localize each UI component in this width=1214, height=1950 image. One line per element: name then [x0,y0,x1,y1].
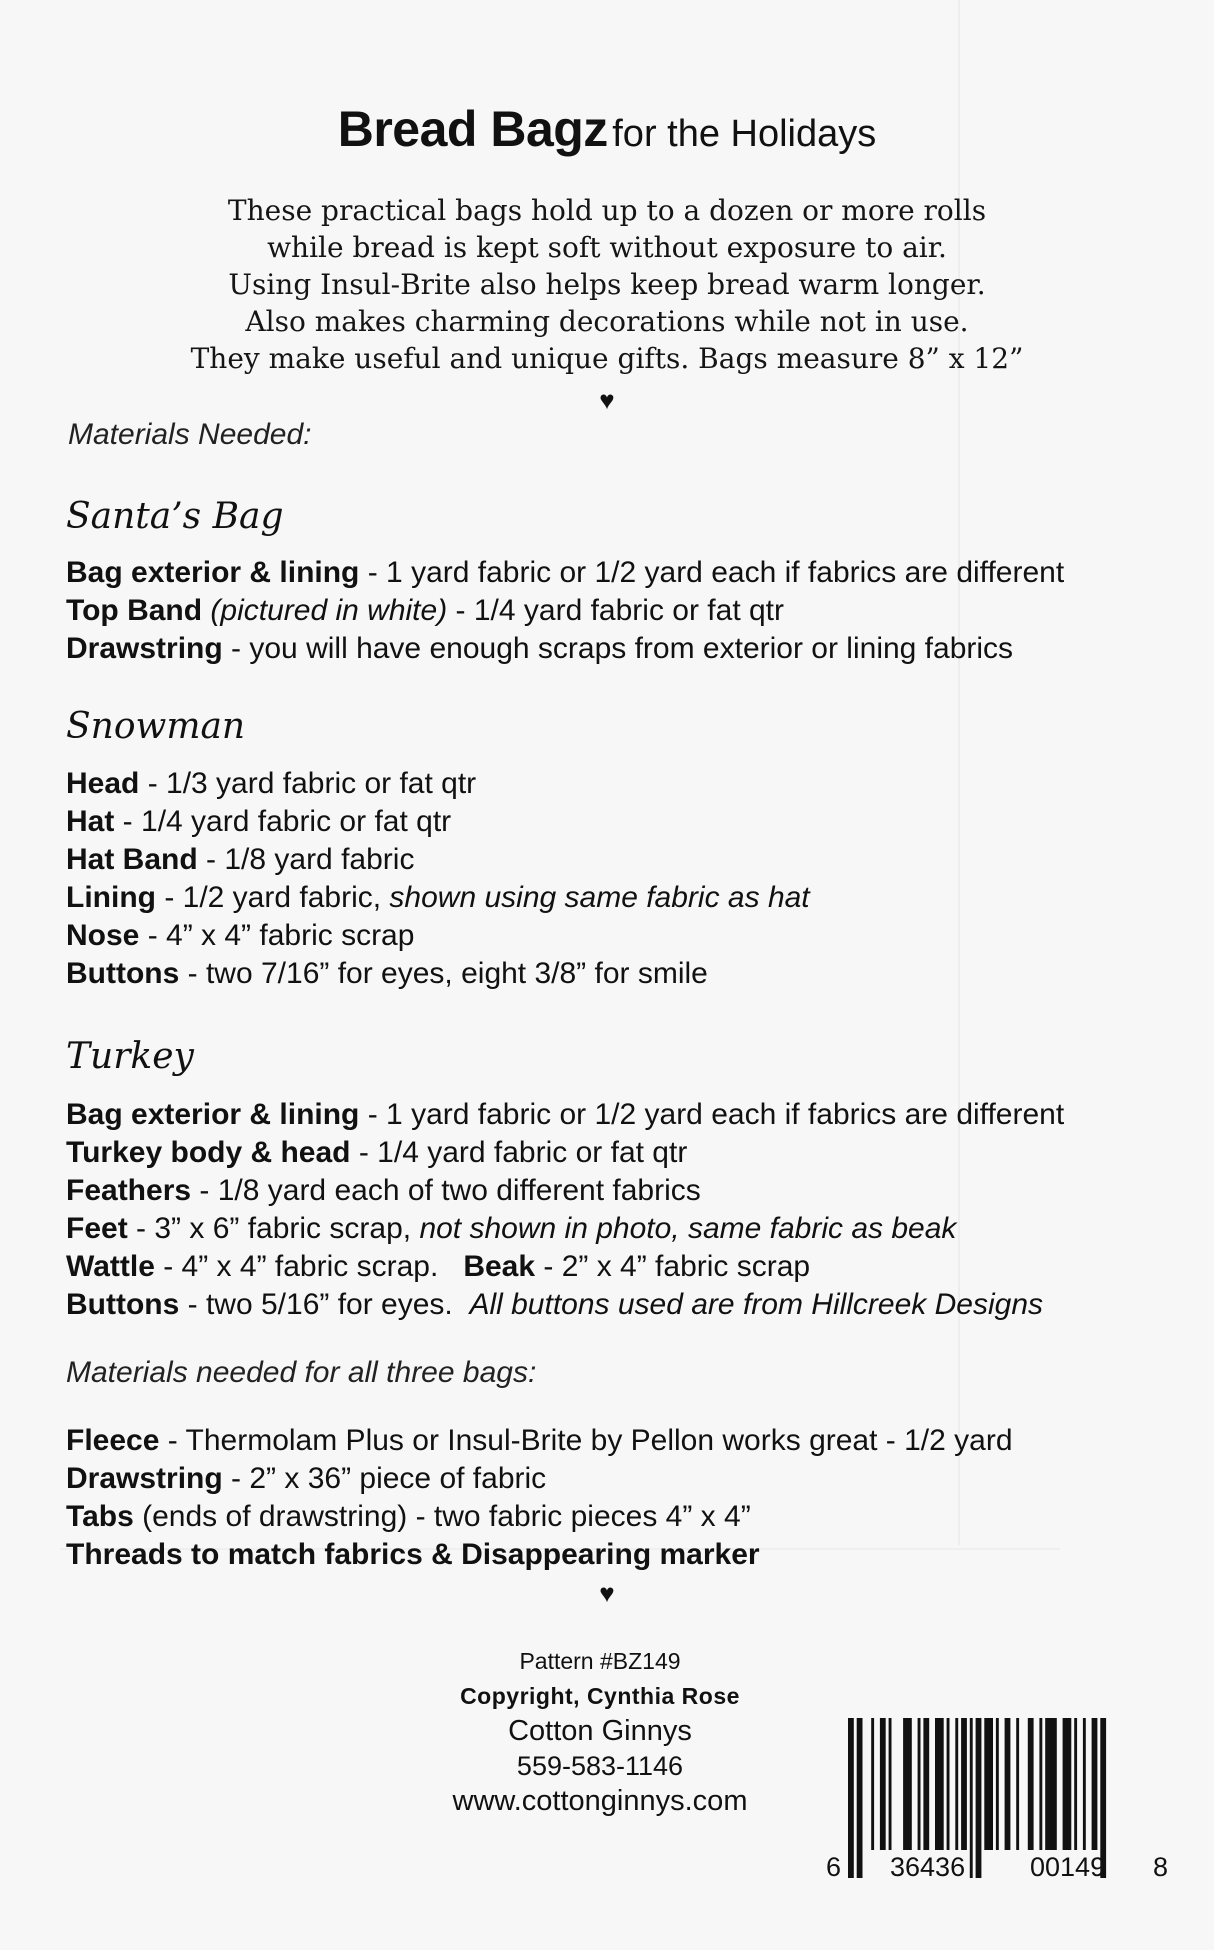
turkey-materials-list [66,1096,1166,1324]
barcode-bar [1005,1718,1011,1850]
barcode-bar [918,1718,921,1850]
barcode-bar [1063,1718,1072,1850]
page-title [0,100,1214,158]
barcode-bar [970,1718,973,1878]
barcode-bar [903,1718,912,1850]
publisher-info [390,1644,810,1819]
intro-line: while bread is kept soft without exposure to air. [267,231,947,264]
santa-materials-list [66,554,1166,668]
intro-line: They make useful and unique gifts. Bags measure 8” x 12” [190,342,1024,375]
list-item: Lining - 1/2 yard fabric, shown using same fabric as hat [66,881,810,914]
barcode-left-group: 36436 [890,1852,966,1882]
barcode-bar [1074,1718,1077,1850]
list-item: Turkey body & head - 1/4 yard fabric or fat qtr [66,1136,688,1169]
pattern-number: Pattern #BZ149 [519,1648,681,1674]
list-item: Drawstring - 2” x 36” piece of fabric [66,1462,547,1495]
list-item: Feet - 3” x 6” fabric scrap, not shown in photo, same fabric as beak [66,1212,957,1245]
list-item: Bag exterior & lining - 1 yard fabric or 1/2 yard each if fabrics are different [66,556,1065,589]
section-title-turkey: Turkey [66,1036,194,1077]
list-item: Fleece - Thermolam Plus or Insul-Brite by Pellon works great - 1/2 yard [66,1424,1013,1457]
intro-line: Also makes charming decorations while not in use. [245,305,969,338]
heart-icon: ♥ [599,385,615,415]
list-item: Buttons - two 5/16” for eyes. All buttons used are from Hillcreek Designs [66,1288,1044,1321]
heart-icon: ♥ [599,1578,615,1608]
intro-line: Using Insul-Brite also helps keep bread warm longer. [228,268,986,301]
list-item: Top Band (pictured in white) - 1/4 yard fabric or fat qtr [66,594,784,627]
barcode-bar [889,1718,892,1850]
barcode-bar [1092,1718,1098,1850]
barcode-bar [848,1718,854,1878]
list-item: Hat - 1/4 yard fabric or fat qtr [66,805,452,838]
barcode-bar [923,1718,929,1850]
barcode-first-digit: 6 [826,1852,842,1882]
intro-line: These practical bags hold up to a dozen or more rolls [227,194,987,227]
list-item: Drawstring - you will have enough scraps from exterior or lining fabrics [66,632,1014,665]
list-item: Feathers - 1/8 yard each of two different fabrics [66,1174,701,1207]
all-bags-materials-list [66,1422,1166,1574]
barcode-bars [824,1718,1172,1878]
barcode-bar [935,1718,944,1850]
barcode-bar [961,1718,967,1850]
list-item: Wattle - 4” x 4” fabric scrap. Beak - 2” x 4” fabric scrap [66,1250,811,1283]
list-item: Hat Band - 1/8 yard fabric [66,843,415,876]
snowman-materials-list [66,765,1166,993]
barcode-bar [880,1718,886,1850]
list-item: Nose - 4” x 4” fabric scrap [66,919,415,952]
barcode-bar [947,1718,950,1850]
company-name: Cotton Ginnys [508,1715,692,1747]
barcode-bar [1045,1718,1057,1850]
title-main: Bread Bagz [337,101,608,157]
barcode-bar [996,1718,999,1850]
barcode-bar [871,1718,874,1850]
barcode-bar [984,1718,993,1850]
barcode-check-digit: 8 [1153,1852,1169,1882]
intro-paragraph [120,192,1094,377]
materials-label: Materials Needed: [68,418,312,451]
copyright: Copyright, Cynthia Rose [460,1683,740,1709]
section-title-santa: Santa’s Bag [66,496,284,537]
website: www.cottonginnys.com [452,1785,748,1817]
barcode-bar [1016,1718,1019,1850]
list-item: Bag exterior & lining - 1 yard fabric or 1/2 yard each if fabrics are different [66,1098,1065,1131]
section-title-snowman: Snowman [66,706,246,747]
list-item: Buttons - two 7/16” for eyes, eight 3/8” for smile [66,957,708,990]
list-item: Head - 1/3 yard fabric or fat qtr [66,767,477,800]
barcode-bar [857,1718,863,1878]
barcode-bar [1039,1718,1042,1850]
barcode-right-group: 00149 [1030,1852,1106,1882]
barcode-bar [1083,1718,1086,1850]
upc-barcode [824,1718,1172,1878]
list-item: Tabs (ends of drawstring) - two fabric pieces 4” x 4” [66,1500,751,1533]
barcode-bar [976,1718,982,1878]
all-bags-label: Materials needed for all three bags: [66,1356,537,1389]
title-subtitle: for the Holidays [612,113,877,155]
barcode-bar [955,1718,958,1850]
phone-number: 559-583-1146 [516,1751,684,1781]
barcode-bar [1028,1718,1034,1850]
list-item: Threads to match fabrics & Disappearing marker [66,1538,760,1571]
